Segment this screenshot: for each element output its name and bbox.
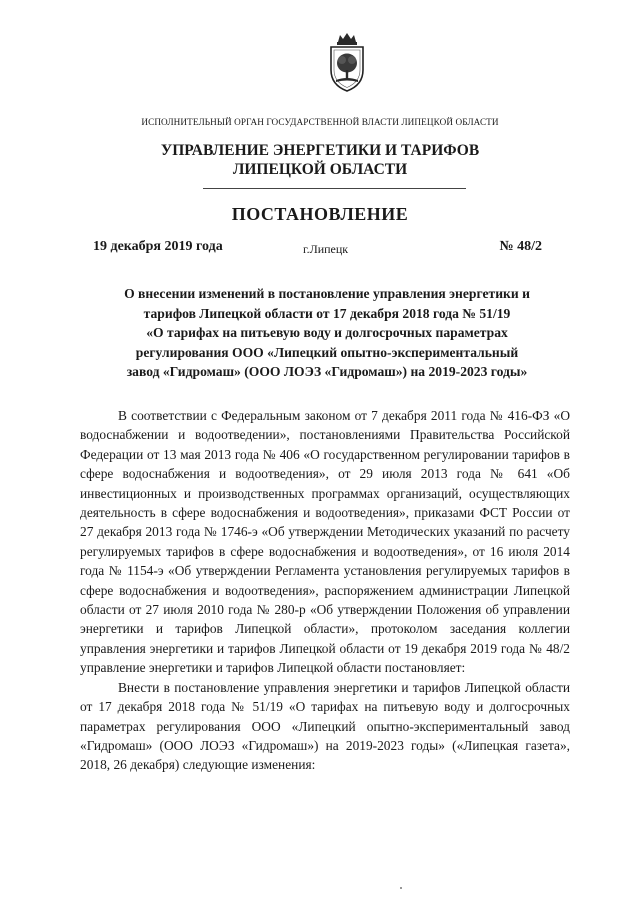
body-paragraph-resolution: Внести в постановление управления энергетики и тарифов Липецкой области от 17 декабря 2018 года № 51/19 «О тарифах на питьевую воду и долгосрочных параметрах регулирования ООО «Липецкий опытно-экспериментальный завод «Гидромаш» (ООО ЛОЭЗ «Гидромаш») на 2019-2023 годы» («Липецкая газета», 2018, 26 декабря) следующие изменения: [80,679,570,773]
subject-line: завод «Гидромаш» (ООО ЛОЭЗ «Гидромаш») на 2019-2023 годы» [126,364,528,380]
issuing-authority: ИСПОЛНИТЕЛЬНЫЙ ОРГАН ГОСУДАРСТВЕННОЙ ВЛАСТИ ЛИПЕЦКОЙ ОБЛАСТИ [141,117,499,127]
document-body [80,406,570,775]
document-date: 19 декабря 2019 года [93,239,223,254]
document-type-title: ПОСТАНОВЛЕНИЕ [231,204,409,224]
document-subject [92,284,562,382]
agency-name-line1: УПРАВЛЕНИЕ ЭНЕРГЕТИКИ И ТАРИФОВ [160,142,480,159]
body-paragraph-preamble: В соответствии с Федеральным законом от 7 декабря 2011 года № 416-ФЗ «О водоснабжении и водоотведении», постановлениями Правительства Российской Федерации от 13 мая 2013 года № 406 «О государственном регулировании тарифов в сфере водоснабжения и водоотведения», от 29 июля 2013 года № 641 «Об инвестиционных и производственных программах организаций, осуществляющих деятельность в сфере водоснабжения и водоотведения», приказами ФСТ России от 27 декабря 2013 года № 1746-э «Об утверждении Методических указаний по расчету регулируемых тарифов в сфере водоснабжения и водоотведения», от 16 июля 2014 года № 1154-э «Об утверждении Регламента установления регулируемых тарифов в сфере водоснабжения и водоотведения», распоряжением администрации Липецкой области от 27 июля 2010 года № 280-р «Об утверждении Положения об управлении энергетики и тарифов Липецкой области», протоколом заседания коллегии управления энергетики и тарифов Липецкой области от 19 декабря 2019 года № 48/2 управление энергетики и тарифов Липецкой области постановляет: [80,408,570,676]
subject-line: О внесении изменений в постановление управления энергетики и [124,286,530,301]
subject-line: «О тарифах на питьевую воду и долгосрочных параметрах [146,325,508,341]
scan-speck [400,887,402,889]
subject-line: регулирования ООО «Липецкий опытно-экспериментальный [135,344,519,360]
header-divider [203,188,466,189]
document-number: № 48/2 [499,239,542,254]
subject-line: тарифов Липецкой области от 17 декабря 2018 года № 51/19 [143,305,511,321]
coat-of-arms-icon [325,30,369,94]
agency-name-line2: ЛИПЕЦКОЙ ОБЛАСТИ [232,161,408,178]
document-city: г.Липецк [303,242,349,256]
